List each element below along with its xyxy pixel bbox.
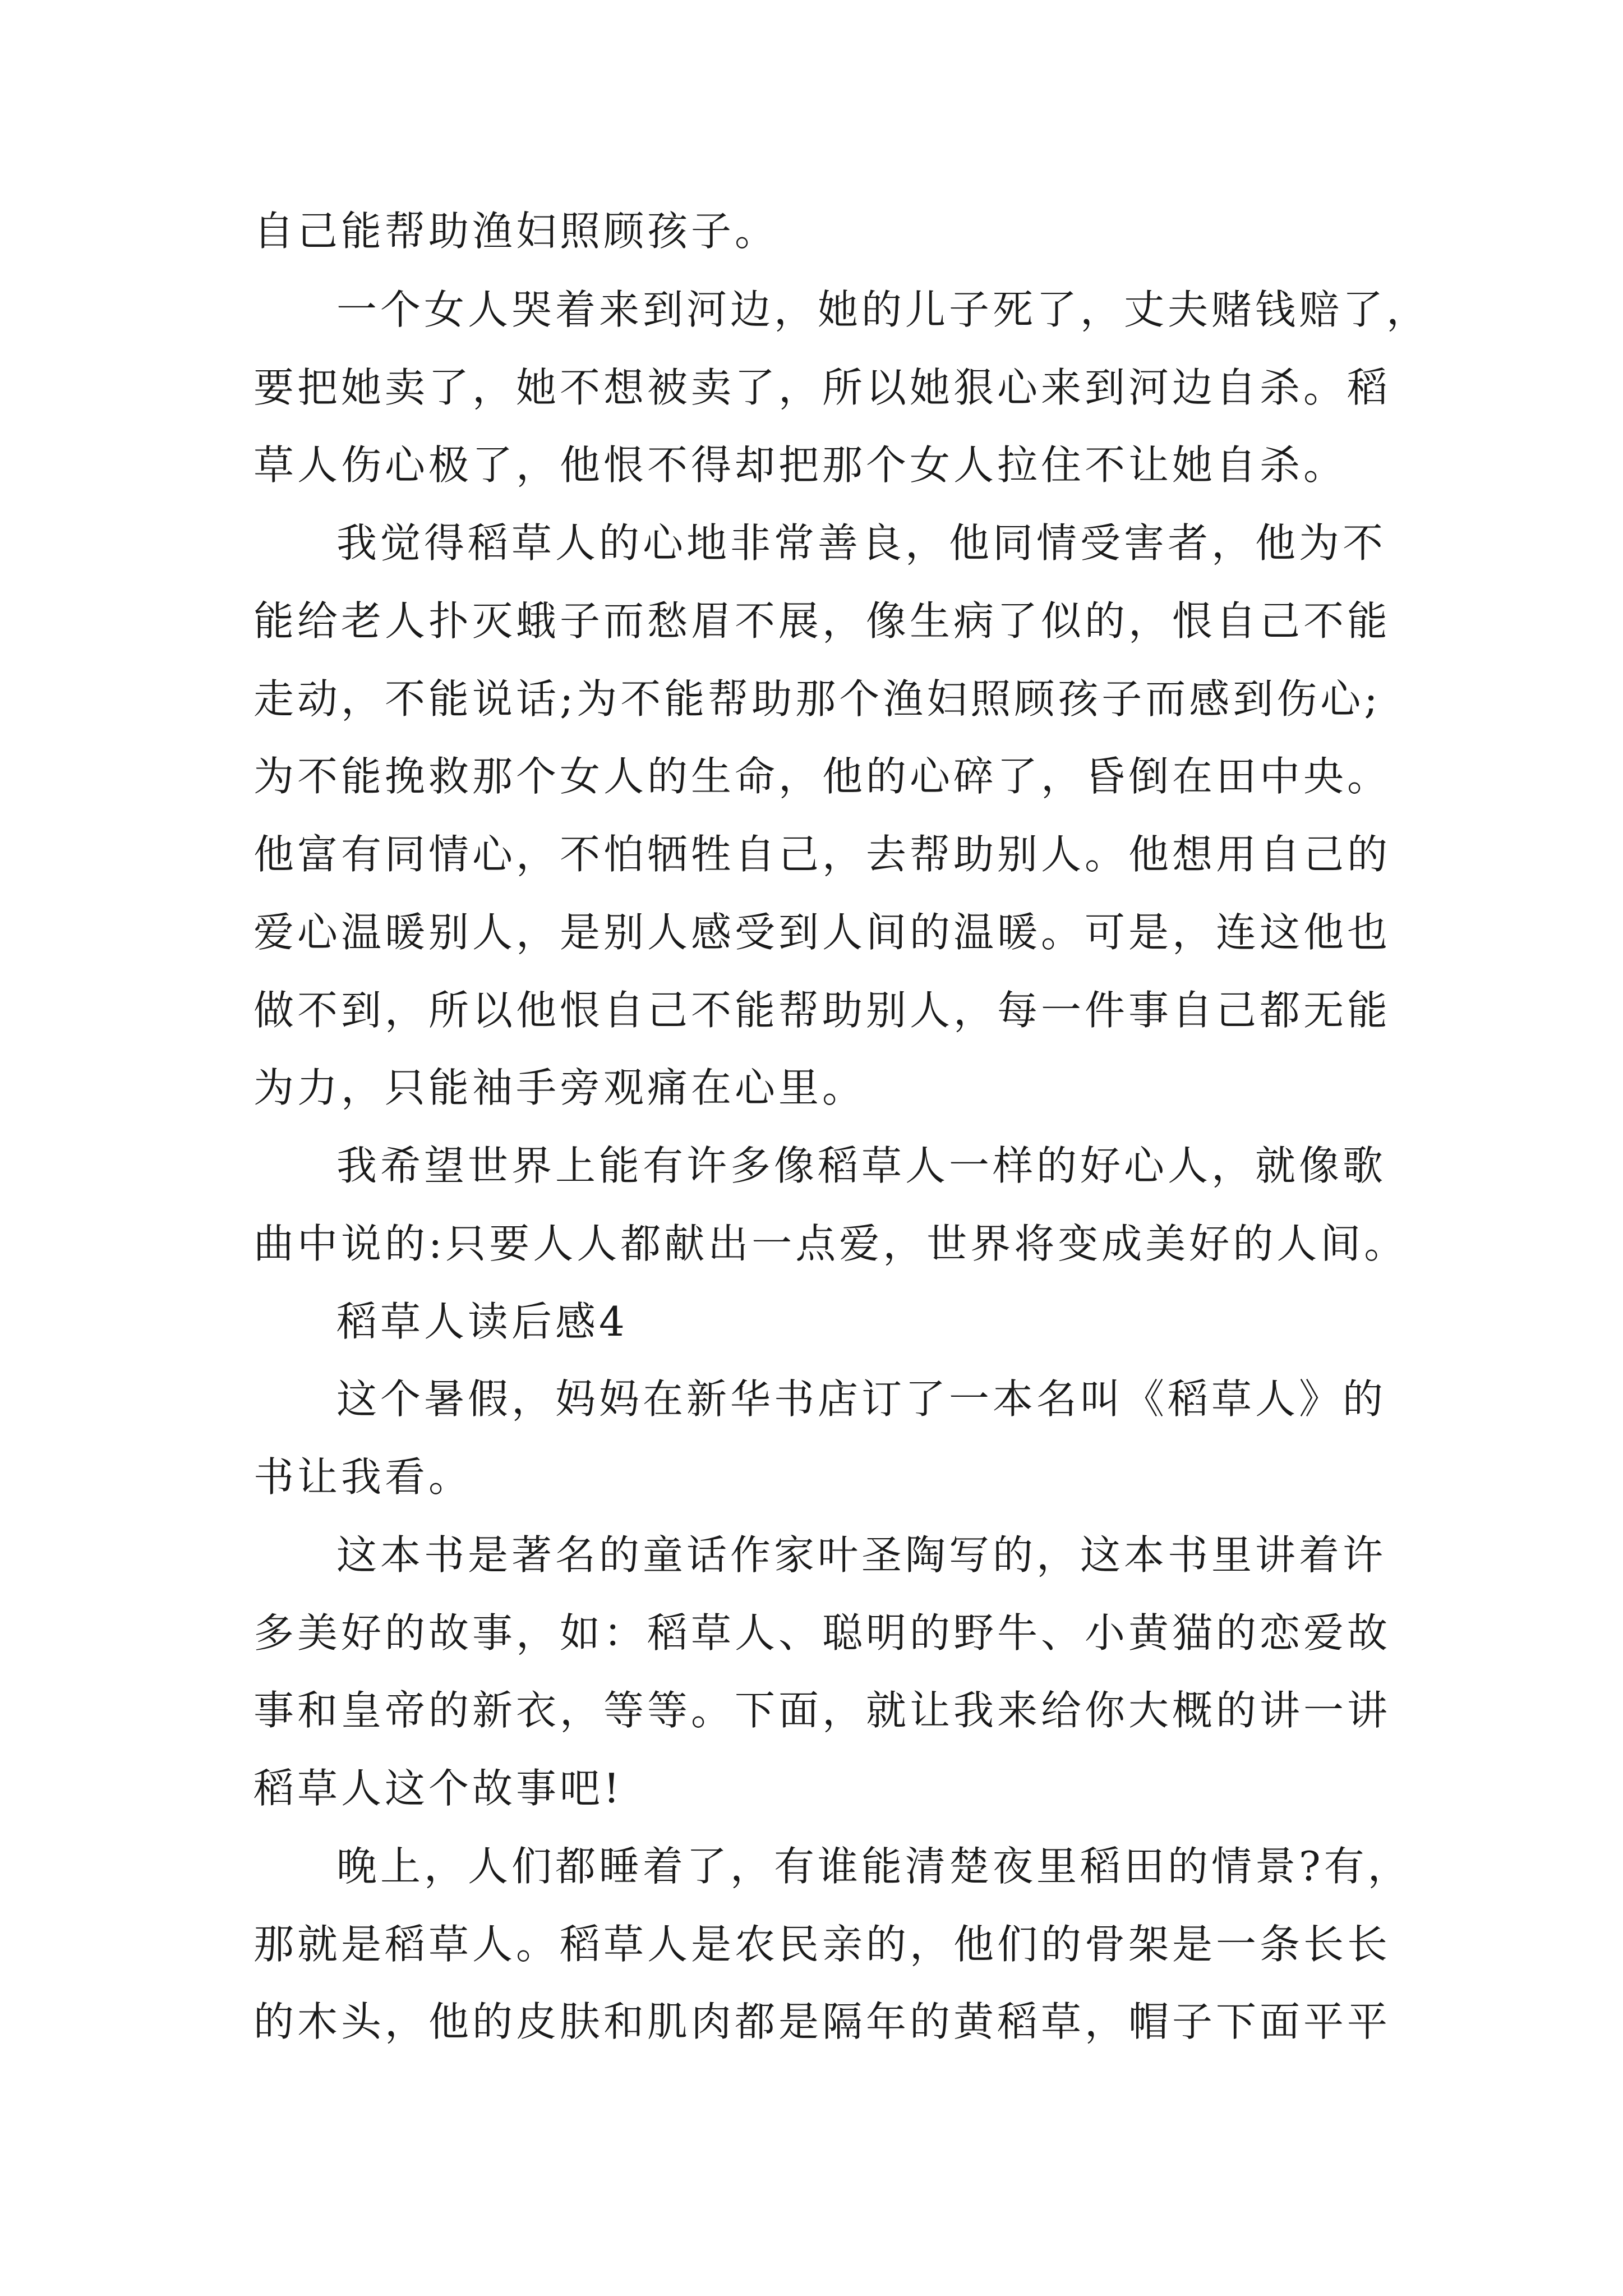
text-line: 要把她卖了，她不想被卖了，所以她狠心来到河边自杀。稻 xyxy=(253,364,1391,411)
text-line: 做不到，所以他恨自己不能帮助别人，每一件事自己都无能 xyxy=(253,987,1391,1034)
text-line: 稻草人这个故事吧! xyxy=(253,1765,623,1812)
text-line: 爱心温暖别人，是别人感受到人间的温暖。可是，连这他也 xyxy=(253,909,1391,956)
text-line: 书让我看。 xyxy=(253,1453,473,1501)
text-line: 的木头，他的皮肤和肌肉都是隔年的黄稻草，帽子下面平平 xyxy=(253,1998,1391,2045)
paragraph-first-line: 晚上，人们都睡着了，有谁能清楚夜里稻田的情景?有， xyxy=(336,1843,1412,1890)
section-heading: 稻草人读后感4 xyxy=(336,1298,628,1345)
text-line: 多美好的故事，如：稻草人、聪明的野牛、小黄猫的恋爱故 xyxy=(253,1609,1391,1657)
text-line: 自己能帮助渔妇照顾孩子。 xyxy=(253,208,779,255)
text-line: 能给老人扑灭蛾子而愁眉不展，像生病了似的，恨自己不能 xyxy=(253,597,1391,645)
paragraph-first-line: 这个暑假，妈妈在新华书店订了一本名叫《稻草人》的 xyxy=(336,1375,1387,1423)
text-line: 为力，只能袖手旁观痛在心里。 xyxy=(253,1064,866,1111)
paragraph-first-line: 这本书是著名的童话作家叶圣陶写的，这本书里讲着许 xyxy=(336,1531,1387,1579)
text-line: 事和皇帝的新衣，等等。下面，就让我来给你大概的讲一讲 xyxy=(253,1687,1391,1734)
text-line: 曲中说的:只要人人都献出一点爱，世界将变成美好的人间。 xyxy=(253,1220,1408,1267)
paragraph-first-line: 一个女人哭着来到河边，她的儿子死了，丈夫赌钱赔了， xyxy=(336,286,1431,333)
text-line: 草人伤心极了，他恨不得却把那个女人拉住不让她自杀。 xyxy=(253,441,1348,489)
paragraph-first-line: 我希望世界上能有许多像稻草人一样的好心人，就像歌 xyxy=(336,1142,1387,1189)
text-line: 为不能挽救那个女人的生命，他的心碎了，昏倒在田中央。 xyxy=(253,753,1391,800)
paragraph-first-line: 我觉得稻草人的心地非常善良，他同情受害者，他为不 xyxy=(336,519,1387,567)
text-line: 那就是稻草人。稻草人是农民亲的，他们的骨架是一条长长 xyxy=(253,1921,1391,1968)
text-line: 他富有同情心，不怕牺牲自己，去帮助别人。他想用自己的 xyxy=(253,831,1391,878)
text-line: 走动，不能说话;为不能帮助那个渔妇照顾孩子而感到伤心; xyxy=(253,675,1381,723)
